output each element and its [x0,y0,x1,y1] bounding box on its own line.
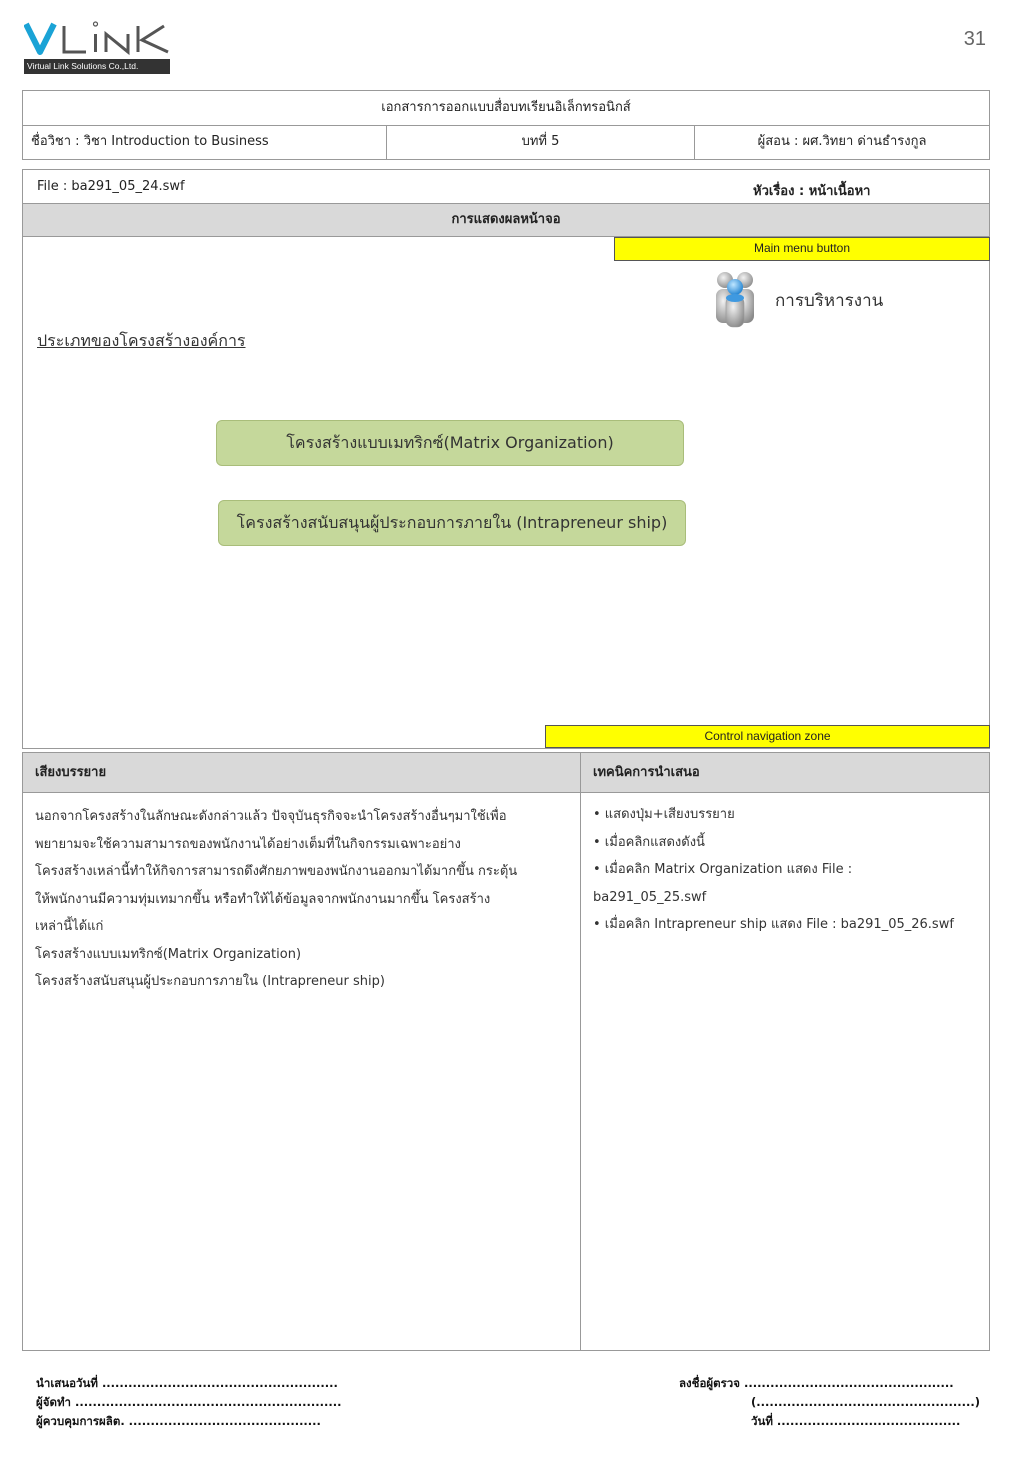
reviewer-signature: ลงชื่อผู้ตรวจ ................................................ [679,1376,954,1390]
narration-line: ให้พนักงานมีความทุ่มเทมากขึ้น หรือทำให้ได้ข้อมูลจากพนักงานมากขึ้น โครงสร้าง [35,891,491,907]
screen-display-label: การแสดงผลหน้าจอ [23,204,989,237]
narration-line: โครงสร้างสนับสนุนผู้ประกอบการภายใน (Intrapreneur ship) [35,974,385,989]
narration-line: โครงสร้างแบบเมทริกซ์(Matrix Organization) [35,946,302,962]
technique-item: • เมื่อคลิกแสดงดังนี้ [593,834,705,850]
vlink-logo [24,18,174,76]
reviewer-date: วันที่ .......................................... [751,1414,961,1428]
document-header [22,90,990,160]
main-menu-button-zone[interactable]: Main menu button [614,237,990,261]
technique-item: • เมื่อคลิก Intrapreneur ship แสดง File : ba291_05_26.swf [593,917,954,932]
screen-canvas [23,237,989,748]
file-name: File : ba291_05_24.swf [37,179,185,194]
producer: ผู้จัดทำ ............................................................. [36,1395,342,1409]
matrix-organization-button[interactable]: โครงสร้างแบบเมทริกซ์(Matrix Organization) [216,420,684,466]
production-controller: ผู้ควบคุมการผลิต. ............................................ [36,1414,321,1428]
narration-technique-table [22,752,990,1351]
technique-item: • แสดงปุ่ม+เสียงบรรยาย [593,807,735,822]
technique-heading: เทคนิคการนำเสนอ [581,753,989,793]
narration-text [23,793,580,1006]
course-name: ชื่อวิชา : วิชา Introduction to Business [23,126,387,160]
narration-line: นอกจากโครงสร้างในลักษณะดังกล่าวแล้ว ปัจจุบันธุรกิจจะนำโครงสร้างอื่นๆมาใช้เพื่อ [35,809,507,824]
narration-line: เหล่านี้ได้แก่ [35,919,104,934]
footer-right [679,1374,980,1431]
management-title: การบริหารงาน [775,291,884,311]
presented-date: นำเสนอวันที่ ...................................................... [36,1376,338,1390]
chapter-number: บทที่ 5 [387,126,695,160]
intrapreneur-ship-button[interactable]: โครงสร้างสนับสนุนผู้ประกอบการภายใน (Intrapreneur ship) [218,500,686,546]
screen-design-box [22,169,990,749]
technique-item: • เมื่อคลิก Matrix Organization แสดง File : [593,862,853,877]
footer-left [36,1374,341,1431]
instructor-name: ผู้สอน : ผศ.วิทยา ด่านธำรงกูล [757,134,927,149]
people-icon [711,269,761,329]
technique-list [581,793,989,947]
narration-heading: เสียงบรรยาย [23,753,580,793]
narration-line: โครงสร้างเหล่านี้ทำให้กิจการสามารถดึงศักยภาพของพนักงานออกมาได้มากขึ้น กระตุ้น [35,864,518,879]
technique-item: ba291_05_25.swf [593,889,707,905]
control-navigation-zone[interactable]: Control navigation zone [545,725,990,748]
logo-tagline: Virtual Link Solutions Co.,Ltd. [24,59,170,74]
organization-types-heading: ประเภทของโครงสร้างองค์การ [37,331,246,350]
reviewer-name: (..................................................) [751,1395,980,1409]
page-number: 31 [963,28,986,50]
narration-line: พยายามจะใช้ความสามารถของพนักงานได้อย่างเต็มที่ในกิจกรรมเฉพาะอย่าง [35,836,461,852]
topic-label: หัวเรื่อง : หน้าเนื้อหา [753,184,871,199]
document-title: เอกสารการออกแบบสื่อบทเรียนอิเล็กทรอนิกส์ [23,91,989,126]
